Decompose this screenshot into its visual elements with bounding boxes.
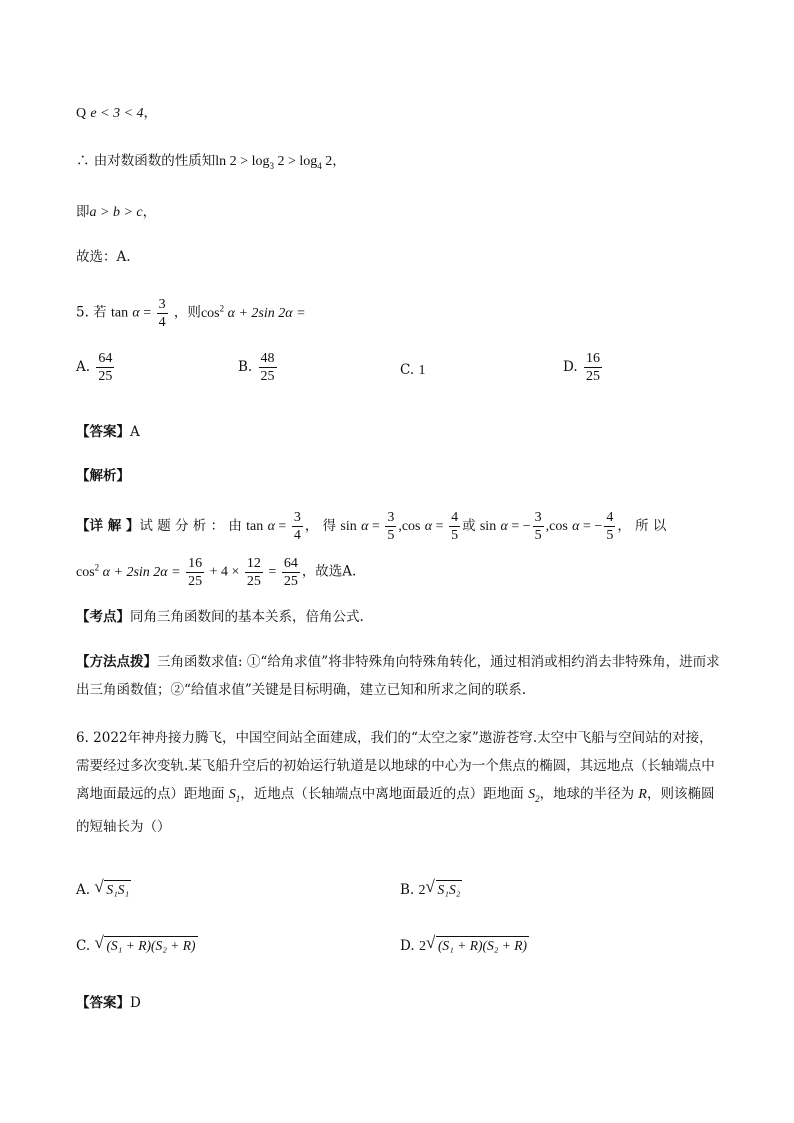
q6-option-a: [76, 880, 131, 899]
fraction-4-5: $\frac{4}{5}$: [451, 510, 459, 543]
option-fraction: $\frac{16}{25}$: [585, 351, 600, 384]
equals: =: [368, 519, 384, 534]
log-expr: $\ln 2 > \log_3 2 > \log_4 2$: [215, 154, 333, 171]
solution-line-1: [76, 104, 157, 123]
solution-line-3: [76, 203, 156, 222]
q5-number: 5. 若: [76, 304, 111, 321]
detail-text: ， 得: [304, 518, 341, 534]
comma: ，: [142, 204, 157, 220]
option-label: B.: [238, 359, 253, 375]
answer-label: 【答案】: [76, 995, 130, 1011]
fraction-3-4: $\frac{3}{4}$: [158, 296, 166, 330]
alpha-symbol: α: [500, 519, 508, 534]
option-label: D.: [400, 938, 415, 954]
fraction-64-25: $\frac{64}{25}$: [283, 555, 298, 589]
fraction-3-4: $\frac{3}{4}$: [293, 510, 301, 543]
kaodian-label: 【考点】: [76, 609, 130, 625]
detail-text: 试 题 分 析 ： 由: [139, 518, 247, 534]
equals: =: [432, 519, 448, 534]
q-symbol: Q: [76, 106, 87, 121]
alpha-symbol: α: [267, 519, 275, 534]
detail-label: 【详 解 】: [76, 518, 140, 534]
minus: −: [594, 519, 603, 534]
q5-connector: ，则: [169, 304, 201, 321]
fraction-16-25: $\frac{16}{25}$: [188, 555, 203, 589]
q5-analysis-label: 【解析】: [76, 468, 130, 484]
fraction-12-25: $\frac{12}{25}$: [246, 555, 261, 589]
option-value: 1: [418, 363, 426, 378]
kaodian-text: 同角三角函数间的基本关系，倍角公式.: [130, 609, 364, 625]
minus: −: [522, 519, 531, 534]
sin-fn: sin: [340, 519, 357, 534]
question-6: [76, 724, 720, 841]
option-label: A.: [76, 882, 91, 898]
method-label: 【方法点拨】: [76, 654, 157, 670]
q5-detail-line-1: 【详 解 】试 题 分 析 ： 由 tan α = $\frac{3}{4}$ ， 得 sin α = $\frac{3}{5}$ ,cos α = $\frac{4}{5}$ 或 sin α = − $\frac{3}{5}$ ,cos α = − $\frac{4}{5}$ ， 所 以: [76, 510, 667, 543]
option-fraction: $\frac{64}{25}$: [98, 351, 113, 384]
sqrt-expr: √ (S₁ + R)(S₂ + R): [426, 936, 529, 954]
detail-end: ，故选A.: [301, 563, 357, 580]
equals: =: [274, 519, 290, 534]
equals: =: [507, 519, 523, 534]
line2-text: ∴ 由对数函数的性质知: [76, 153, 216, 169]
detail-text: ， 所 以: [617, 518, 667, 534]
sin-fn: sin: [479, 519, 497, 534]
q6-text: 6. 2022年神舟接力腾飞，中国空间站全面建成，我们的“太空之家”遨游苍穹.太空中飞船与空间站的对接，需要经过多次变轨.某飞船升空后的初始运行轨道是以地球的中心为一个焦点的椭圆，其远地点（长轴端点中离地面最远的点）距地面: [76, 730, 715, 802]
option-coef: 2: [418, 939, 426, 954]
cos-double-expr: $\cos^2 \alpha + 2\sin$ 2α =: [76, 562, 185, 580]
equals: =: [139, 305, 155, 321]
answer-value: D: [130, 995, 141, 1011]
r-symbol: R: [638, 787, 647, 802]
option-label: C.: [76, 938, 91, 954]
inequality-expr: e < 3 < 4: [90, 106, 144, 121]
q6-text: ，近地点（长轴端点中离地面最近的点）距地面: [240, 786, 529, 802]
equals: =: [579, 519, 595, 534]
q6-option-b: [400, 880, 462, 899]
equals: =: [264, 564, 280, 580]
option-fraction: $\frac{48}{25}$: [260, 351, 275, 384]
answer-label: 【答案】: [76, 424, 130, 440]
q6-answer: [76, 994, 141, 1012]
q5-expression: $\cos^2 \alpha + 2\sin$ 2α =: [200, 303, 306, 321]
s2-symbol: $S_2$: [528, 787, 540, 804]
tan-fn: tan: [246, 519, 264, 534]
fraction-3-5: $\frac{3}{5}$: [387, 510, 395, 543]
fraction-3-5: $\frac{3}{5}$: [534, 510, 542, 543]
solution-line-4: 故选：A.: [76, 249, 131, 265]
plus-times: + 4 ×: [206, 564, 243, 580]
q6-text: ，则该椭圆的短轴长为（）: [76, 786, 715, 835]
cos-fn: cos: [549, 519, 568, 534]
sqrt-expr: √ S₁S₂: [426, 880, 463, 898]
q5-kaodian: [76, 608, 364, 626]
option-label: B.: [400, 882, 415, 898]
q5-answer: [76, 423, 140, 441]
alpha-symbol: α: [132, 305, 140, 321]
s1-symbol: $S_1$: [228, 787, 241, 804]
detail-text: 或: [462, 518, 480, 534]
solution-line-2: [76, 152, 346, 175]
q6-text: ，地球的半径为: [539, 786, 639, 802]
q5-detail-line-2: [76, 547, 356, 593]
tan-fn: tan: [110, 305, 129, 321]
option-label: C.: [400, 362, 415, 378]
sqrt-expr: √ (S₁ + R)(S₂ + R): [94, 936, 197, 954]
option-label: A.: [76, 359, 91, 375]
method-text: 三角函数求值: ①“给角求值”将非特殊角向特殊角转化，通过相消或相约消去非特殊角，进而求出三角函数值；②“给值求值”关键是目标明确，建立已知和所求之间的联系.: [76, 654, 720, 698]
q5-option-d: [563, 350, 604, 385]
question-5: [76, 288, 306, 334]
option-label: D.: [563, 359, 578, 375]
sqrt-expr: √ S₁S₁: [94, 880, 131, 898]
q6-option-d: [400, 936, 529, 955]
q5-option-c: [400, 362, 425, 379]
q5-option-a: [76, 350, 116, 385]
alpha-symbol: α: [424, 519, 433, 534]
q6-option-c: [76, 936, 198, 955]
line3-text: 即: [76, 204, 90, 220]
q5-method: [76, 648, 720, 704]
abc-expr: a > b > c: [89, 205, 143, 220]
comma: ，: [143, 105, 158, 121]
alpha-symbol: α: [361, 519, 369, 534]
comma: ，: [332, 153, 346, 169]
q5-option-b: [238, 350, 279, 385]
answer-value: A: [130, 424, 140, 440]
option-coef: 2: [418, 883, 426, 898]
fraction-4-5: $\frac{4}{5}$: [606, 510, 614, 543]
cos-fn: cos: [401, 519, 421, 534]
alpha-symbol: α: [572, 519, 580, 534]
